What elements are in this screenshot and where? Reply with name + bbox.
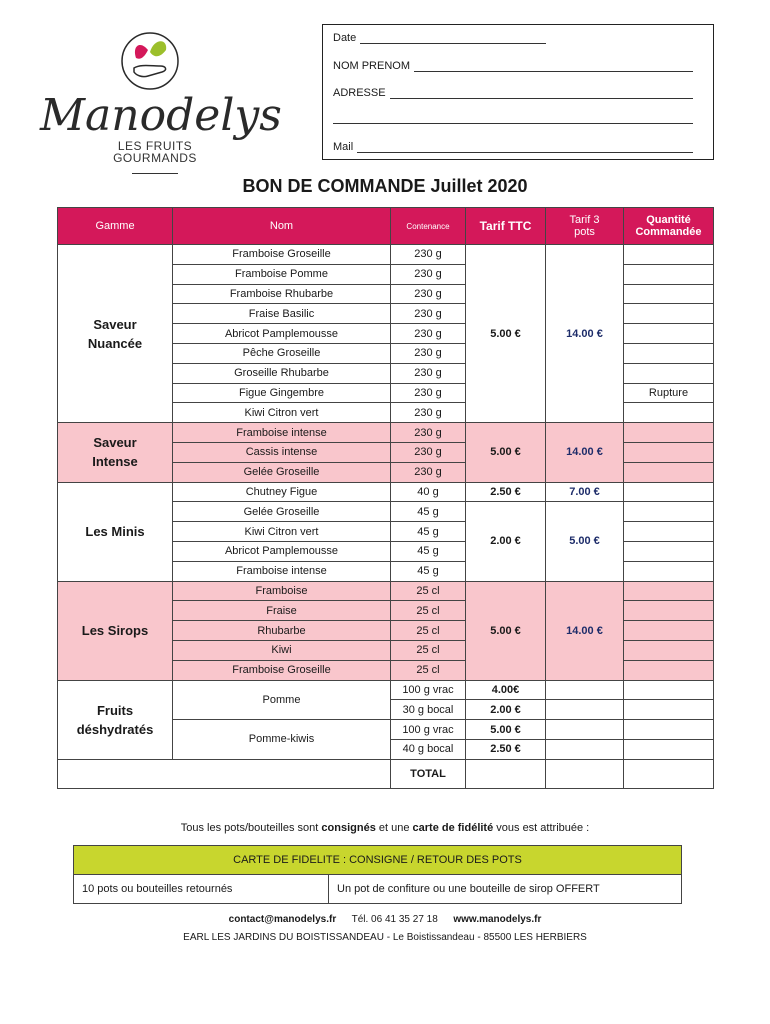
- brand-subtitle: [40, 140, 270, 164]
- product-name: Gelée Groseille: [173, 462, 391, 482]
- quantity-cell[interactable]: [624, 442, 714, 462]
- consignes-bold: carte de fidélité: [412, 822, 494, 834]
- quantity-cell[interactable]: [624, 423, 714, 443]
- mail-underline: [357, 143, 693, 153]
- name-underline: [414, 62, 693, 72]
- fidelite-header-row: [74, 846, 682, 875]
- product-contenance: 40 g: [391, 482, 466, 502]
- product-name: Framboise Pomme: [173, 264, 391, 284]
- contact-tel: Tél. 06 41 35 27 18: [351, 914, 438, 925]
- consignes-bold: consignés: [321, 822, 376, 834]
- product-name: Fraise: [173, 601, 391, 621]
- company-address: EARL LES JARDINS DU BOISTISSANDEAU - Le Boistissandeau - 85500 LES HERBIERS: [183, 932, 587, 943]
- quantity-cell: Rupture: [624, 383, 714, 403]
- product-name: Fraise Basilic: [173, 304, 391, 324]
- gamme-saveur-nuancee: [58, 245, 173, 423]
- date-label: Date: [333, 32, 357, 44]
- product-name: Framboise Groseille: [173, 660, 391, 680]
- product-contenance: 100 g vrac: [391, 720, 466, 740]
- quantity-cell[interactable]: [624, 700, 714, 720]
- brand-subtitle-line2: GOURMANDS: [113, 151, 197, 165]
- product-contenance: 230 g: [391, 423, 466, 443]
- name-label: NOM PRENOM: [333, 60, 410, 72]
- header-tarif3-line1: Tarif 3: [569, 214, 600, 226]
- table-row: [58, 482, 714, 502]
- total-empty: [58, 759, 391, 788]
- mail-field[interactable]: [333, 141, 693, 153]
- address-field-2[interactable]: [333, 114, 693, 124]
- consignes-text: Tous les pots/bouteilles sont: [180, 822, 322, 834]
- price-ttc: 5.00 €: [466, 245, 546, 423]
- price-3-pots: [546, 700, 624, 720]
- product-contenance: 45 g: [391, 561, 466, 581]
- total-3-pots: [546, 759, 624, 788]
- quantity-cell[interactable]: [624, 680, 714, 700]
- quantity-cell[interactable]: [624, 581, 714, 601]
- contact-web[interactable]: www.manodelys.fr: [453, 914, 542, 925]
- price-3-pots: 14.00 €: [546, 423, 624, 482]
- product-name: Abricot Pamplemousse: [173, 541, 391, 561]
- header-nom: Nom: [173, 208, 391, 245]
- header-quantite: [624, 208, 714, 245]
- price-ttc: 2.50 €: [466, 739, 546, 759]
- header-tarif-ttc: Tarif TTC: [466, 208, 546, 245]
- quantity-cell[interactable]: [624, 343, 714, 363]
- product-contenance: 45 g: [391, 502, 466, 522]
- gamme-les-minis: Les Minis: [58, 482, 173, 581]
- quantity-cell[interactable]: [624, 621, 714, 641]
- quantity-cell[interactable]: [624, 660, 714, 680]
- price-ttc: 5.00 €: [466, 423, 546, 482]
- price-ttc: 2.50 €: [466, 482, 546, 502]
- product-name: Groseille Rhubarbe: [173, 363, 391, 383]
- product-contenance: 30 g bocal: [391, 700, 466, 720]
- address-label: ADRESSE: [333, 87, 386, 99]
- quantity-cell[interactable]: [624, 739, 714, 759]
- product-name: Framboise Groseille: [173, 245, 391, 265]
- consignes-note: [0, 822, 770, 834]
- table-header-row: [58, 208, 714, 245]
- product-name: Gelée Groseille: [173, 502, 391, 522]
- product-name: Figue Gingembre: [173, 383, 391, 403]
- brand-logo: [40, 28, 282, 178]
- date-field[interactable]: [333, 32, 693, 44]
- quantity-cell[interactable]: [624, 324, 714, 344]
- product-name: Chutney Figue: [173, 482, 391, 502]
- quantity-cell[interactable]: [624, 363, 714, 383]
- header-contenance: Contenance: [391, 208, 466, 245]
- contact-line: [0, 914, 770, 925]
- header-quantite-line1: Quantité: [646, 214, 691, 226]
- quantity-cell[interactable]: [624, 264, 714, 284]
- consignes-text: vous est attribuée :: [493, 822, 590, 834]
- customer-info-box: [322, 24, 714, 160]
- total-ttc: [466, 759, 546, 788]
- total-label: TOTAL: [391, 759, 466, 788]
- product-name: Abricot Pamplemousse: [173, 324, 391, 344]
- contact-email[interactable]: contact@manodelys.fr: [228, 914, 337, 925]
- total-row: [58, 759, 714, 788]
- product-contenance: 25 cl: [391, 601, 466, 621]
- header-tarif3-line2: pots: [574, 226, 595, 238]
- order-table: [57, 207, 714, 789]
- quantity-cell[interactable]: [624, 284, 714, 304]
- product-name: Kiwi Citron vert: [173, 403, 391, 423]
- quantity-cell[interactable]: [624, 601, 714, 621]
- quantity-cell[interactable]: [624, 482, 714, 502]
- product-name: Rhubarbe: [173, 621, 391, 641]
- price-ttc: 2.00 €: [466, 700, 546, 720]
- fidelite-row: [74, 875, 682, 904]
- price-3-pots: 14.00 €: [546, 581, 624, 680]
- product-contenance: 40 g bocal: [391, 739, 466, 759]
- product-contenance: 25 cl: [391, 660, 466, 680]
- quantity-cell[interactable]: [624, 245, 714, 265]
- quantity-cell[interactable]: [624, 541, 714, 561]
- gamme-label: Saveur: [93, 435, 137, 451]
- header-quantite-line2: Commandée: [635, 226, 702, 238]
- price-3-pots: [546, 720, 624, 740]
- product-name: Framboise Rhubarbe: [173, 284, 391, 304]
- product-contenance: 230 g: [391, 245, 466, 265]
- gamme-label: Nuancée: [87, 335, 143, 351]
- price-3-pots: 5.00 €: [546, 502, 624, 581]
- price-ttc: 4.00€: [466, 680, 546, 700]
- table-row: [58, 581, 714, 601]
- address-underline: [390, 89, 693, 99]
- price-3-pots: [546, 680, 624, 700]
- quantity-cell[interactable]: [624, 462, 714, 482]
- leaf-hand-icon: [40, 28, 270, 98]
- product-contenance: 25 cl: [391, 621, 466, 641]
- fidelite-reward: Un pot de confiture ou une bouteille de sirop OFFERT: [329, 875, 682, 904]
- product-contenance: 230 g: [391, 343, 466, 363]
- product-contenance: 230 g: [391, 462, 466, 482]
- fidelite-condition: 10 pots ou bouteilles retournés: [74, 875, 329, 904]
- quantity-cell[interactable]: [624, 304, 714, 324]
- price-ttc: 5.00 €: [466, 581, 546, 680]
- logo-divider: [132, 173, 178, 174]
- page-title: BON DE COMMANDE Juillet 2020: [242, 176, 528, 196]
- gamme-saveur-intense: [58, 423, 173, 482]
- price-ttc: 2.00 €: [466, 502, 546, 581]
- name-field[interactable]: [333, 60, 693, 72]
- gamme-fruits-deshydrates: [58, 680, 173, 759]
- product-name: Framboise intense: [173, 423, 391, 443]
- total-quantity[interactable]: [624, 759, 714, 788]
- product-contenance: 230 g: [391, 403, 466, 423]
- price-ttc: 5.00 €: [466, 720, 546, 740]
- product-name: Framboise: [173, 581, 391, 601]
- date-underline: [360, 34, 546, 44]
- product-name: Cassis intense: [173, 442, 391, 462]
- table-row: [58, 245, 714, 265]
- brand-subtitle-line1: LES FRUITS: [117, 139, 193, 153]
- price-3-pots: [546, 739, 624, 759]
- gamme-label: Fruits: [96, 702, 134, 718]
- product-contenance: 230 g: [391, 383, 466, 403]
- product-contenance: 230 g: [391, 264, 466, 284]
- product-contenance: 100 g vrac: [391, 680, 466, 700]
- quantity-cell[interactable]: [624, 640, 714, 660]
- header-tarif-3-pots: [546, 208, 624, 245]
- product-name: Pêche Groseille: [173, 343, 391, 363]
- gamme-label: Intense: [92, 454, 138, 470]
- product-contenance: 45 g: [391, 522, 466, 542]
- quantity-cell[interactable]: [624, 403, 714, 423]
- product-contenance: 25 cl: [391, 640, 466, 660]
- product-contenance: 45 g: [391, 541, 466, 561]
- gamme-label: déshydratés: [76, 721, 154, 737]
- table-row: [58, 680, 714, 700]
- product-contenance: 230 g: [391, 324, 466, 344]
- gamme-label: Saveur: [93, 316, 137, 332]
- product-name: Pomme: [173, 680, 391, 720]
- quantity-cell[interactable]: [624, 502, 714, 522]
- fidelite-table: [73, 845, 682, 904]
- product-name: Kiwi: [173, 640, 391, 660]
- quantity-cell[interactable]: [624, 561, 714, 581]
- product-contenance: 230 g: [391, 442, 466, 462]
- header-gamme: Gamme: [58, 208, 173, 245]
- mail-label: Mail: [333, 141, 354, 153]
- product-contenance: 25 cl: [391, 581, 466, 601]
- brand-name: Manodelys: [40, 90, 282, 141]
- quantity-cell[interactable]: [624, 720, 714, 740]
- product-contenance: 230 g: [391, 284, 466, 304]
- product-name: Pomme-kiwis: [173, 720, 391, 760]
- address-field[interactable]: [333, 87, 693, 99]
- consignes-text: et une: [375, 822, 413, 834]
- product-name: Framboise intense: [173, 561, 391, 581]
- quantity-cell[interactable]: [624, 522, 714, 542]
- table-row: [58, 423, 714, 443]
- price-3-pots: 7.00 €: [546, 482, 624, 502]
- price-3-pots: 14.00 €: [546, 245, 624, 423]
- product-contenance: 230 g: [391, 304, 466, 324]
- address-underline-2: [333, 114, 693, 124]
- gamme-les-sirops: Les Sirops: [58, 581, 173, 680]
- product-contenance: 230 g: [391, 363, 466, 383]
- product-name: Kiwi Citron vert: [173, 522, 391, 542]
- fidelite-header: CARTE DE FIDELITE : CONSIGNE / RETOUR DES POTS: [74, 846, 682, 875]
